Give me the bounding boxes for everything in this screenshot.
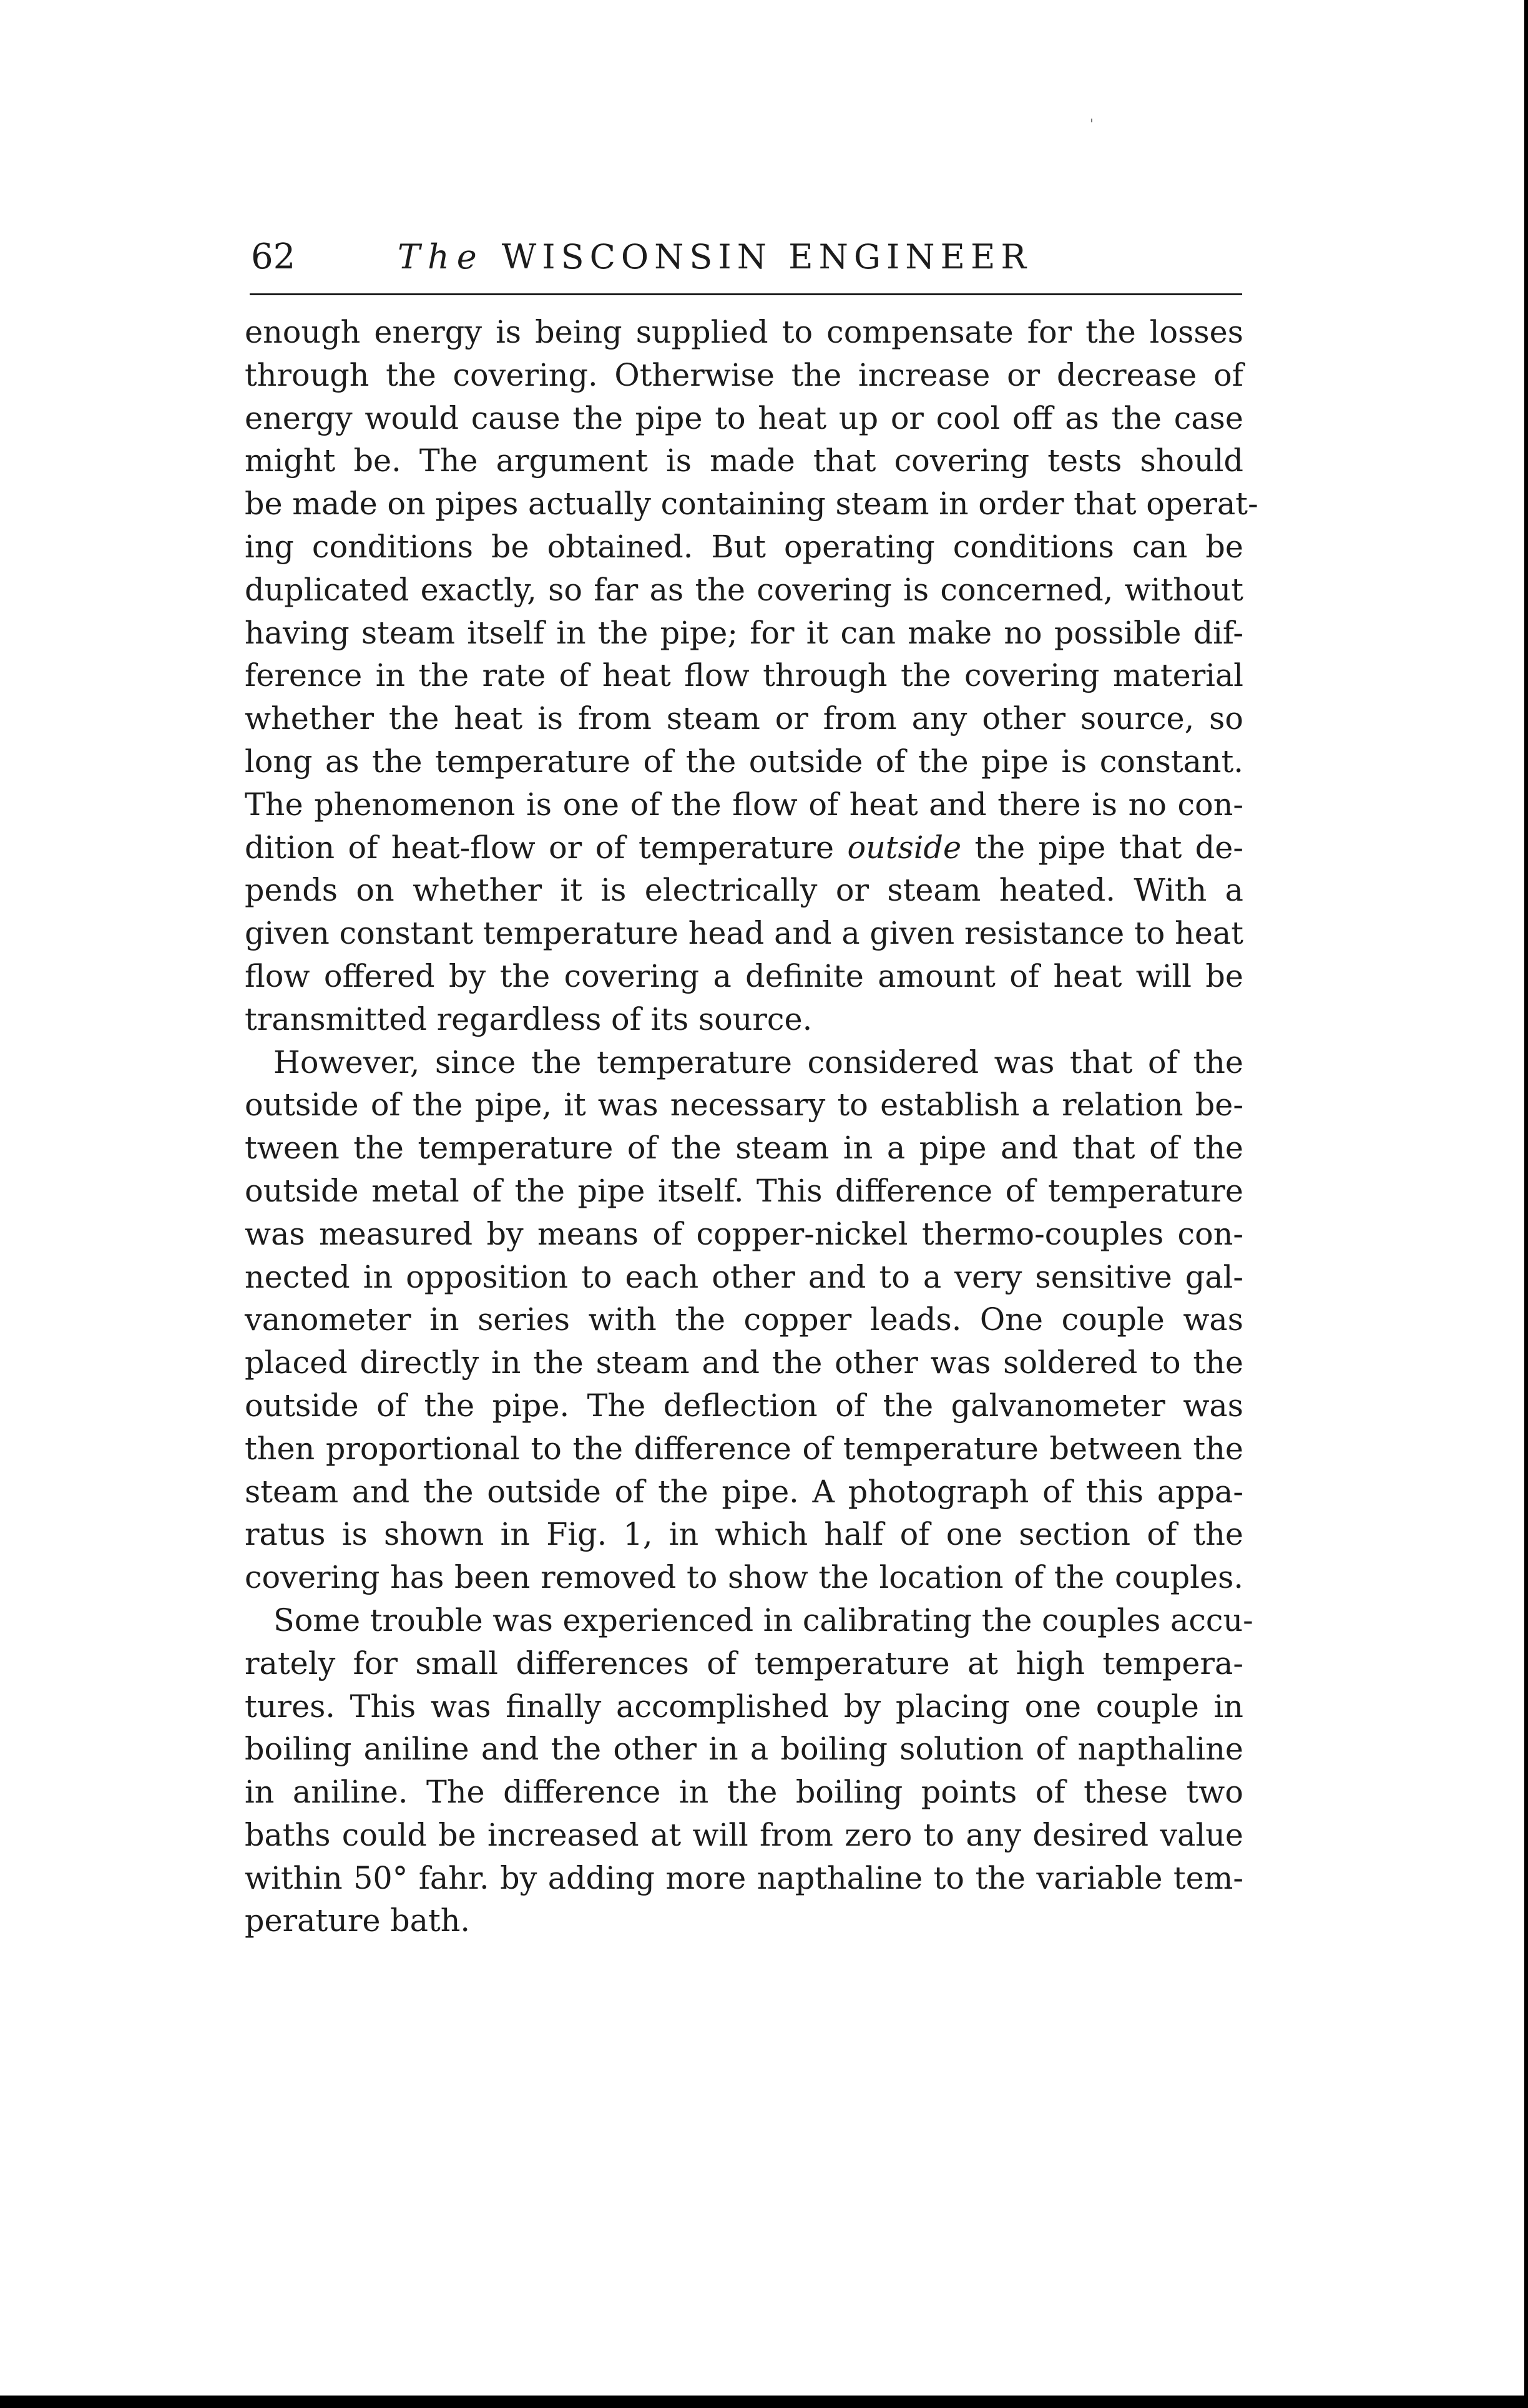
- text-line: through the covering. Otherwise the increase or decrease of: [245, 356, 1243, 393]
- text-run: dition of heat-flow or of temperature: [245, 829, 848, 866]
- text-line: ratus is shown in Fig. 1, in which half of one section of the: [245, 1516, 1243, 1553]
- text-line: having steam itself in the pipe; for it can make no possible dif-: [245, 614, 1243, 651]
- text-line: Some trouble was experienced in calibrating the couples accu-: [273, 1602, 1253, 1638]
- text-line: However, since the temperature considered was that of the: [273, 1044, 1243, 1080]
- text-line: long as the temperature of the outside of the pipe is constant.: [245, 743, 1243, 780]
- text-line: pends on whether it is electrically or steam heated. With a: [245, 872, 1243, 909]
- text-line: rately for small differences of temperature at high tempera-: [245, 1645, 1243, 1681]
- text-line: flow offered by the covering a definite amount of heat will be: [245, 957, 1243, 994]
- text-line: tures. This was finally accomplished by placing one couple in: [245, 1688, 1243, 1725]
- article-body: [245, 311, 1258, 1942]
- text-line: then proportional to the difference of temperature between the: [245, 1430, 1243, 1467]
- journal-title-name: WISCONSIN ENGINEER: [501, 237, 1032, 277]
- text-line: was measured by means of copper-nickel thermo-couples con-: [245, 1215, 1243, 1252]
- text-line: given constant temperature head and a given resistance to heat: [245, 915, 1243, 952]
- text-line: whether the heat is from steam or from any other source, so: [245, 700, 1243, 737]
- scan-speck: [1091, 119, 1092, 122]
- text-line: within 50° fahr. by adding more napthaline to the variable tem-: [245, 1859, 1243, 1896]
- text-line-with-italic: [245, 826, 1243, 869]
- text-line: perature bath.: [245, 1902, 471, 1939]
- text-line: duplicated exactly, so far as the covering is concerned, without: [245, 571, 1243, 608]
- text-line: tween the temperature of the steam in a pipe and that of the: [245, 1130, 1243, 1167]
- journal-title: [398, 232, 1032, 282]
- header-rule: [250, 293, 1242, 295]
- text-line: might be. The argument is made that covering tests should: [245, 443, 1243, 479]
- text-line: The phenomenon is one of the flow of heat and there is no con-: [245, 786, 1243, 823]
- text-line: outside of the pipe. The deflection of the galvanometer was: [245, 1387, 1243, 1424]
- page-number: 62: [251, 237, 296, 277]
- text-line: be made on pipes actually containing steam in order that operat-: [245, 486, 1258, 522]
- journal-title-article: The: [398, 237, 484, 277]
- text-line: transmitted regardless of its source.: [245, 1001, 813, 1037]
- paragraph-3: [245, 1599, 1253, 1942]
- text-line: ference in the rate of heat flow through the covering material: [245, 657, 1243, 694]
- text-run: the pipe that de-: [961, 829, 1243, 866]
- text-line: vanometer in series with the copper leads. One couple was: [245, 1301, 1243, 1338]
- paragraph-2: [245, 1041, 1243, 1599]
- text-line: outside metal of the pipe itself. This difference of temperature: [245, 1172, 1243, 1209]
- scan-edge-bottom: [0, 2396, 1528, 2408]
- text-line: in aniline. The difference in the boiling points of these two: [245, 1774, 1243, 1811]
- text-line: baths could be increased at will from zero to any desired value: [245, 1816, 1243, 1853]
- text-line: covering has been removed to show the location of the couples.: [245, 1559, 1243, 1596]
- paragraph-1: [245, 311, 1258, 1041]
- text-line: ing conditions be obtained. But operating conditions can be: [245, 528, 1243, 565]
- scan-edge-right: [1524, 0, 1528, 2408]
- text-line: placed directly in the steam and the other was soldered to the: [245, 1344, 1243, 1381]
- text-line: steam and the outside of the pipe. A photograph of this appa-: [245, 1473, 1243, 1510]
- text-line: enough energy is being supplied to compensate for the losses: [245, 314, 1243, 350]
- text-line: energy would cause the pipe to heat up or cool off as the case: [245, 399, 1243, 436]
- text-line: nected in opposition to each other and to a very sensitive gal-: [245, 1258, 1243, 1295]
- running-header: [245, 232, 1243, 282]
- text-line: boiling aniline and the other in a boiling solution of napthaline: [245, 1731, 1243, 1768]
- text-line: outside of the pipe, it was necessary to establish a relation be-: [245, 1087, 1243, 1123]
- italic-word: outside: [847, 829, 962, 866]
